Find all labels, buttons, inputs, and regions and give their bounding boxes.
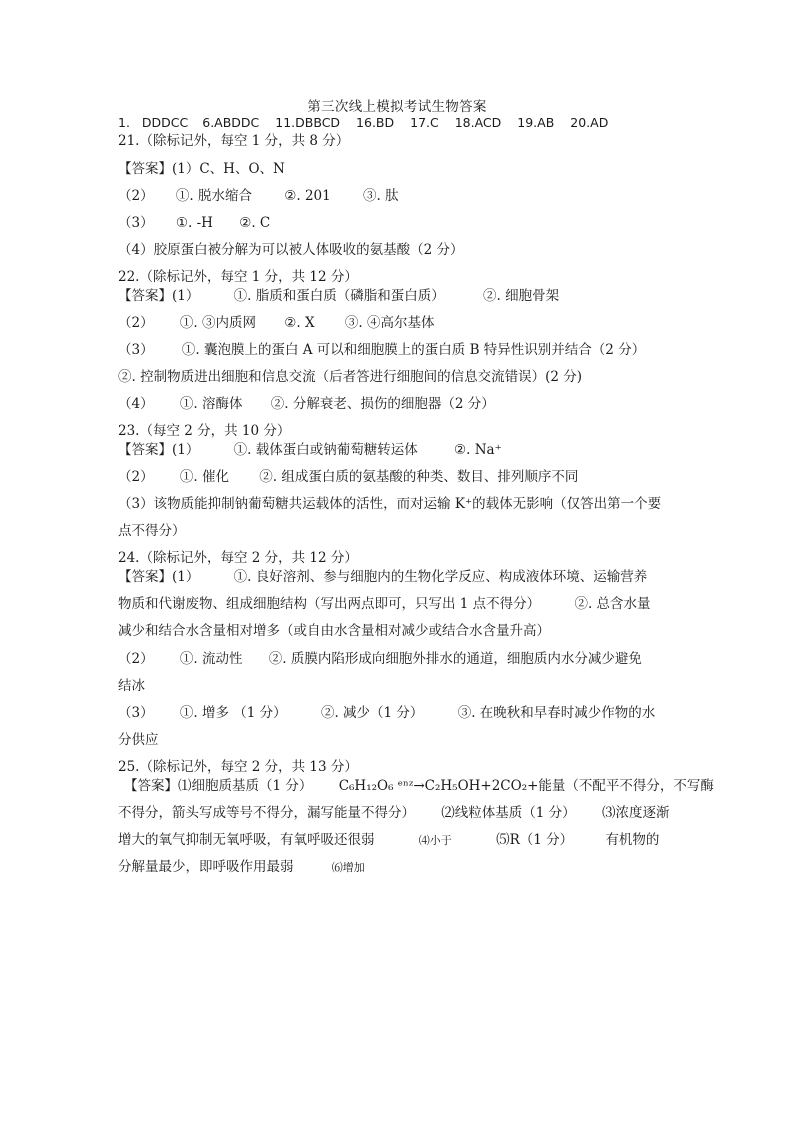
answer-blank: ①. 载体蛋白或钠葡萄糖转运体 xyxy=(233,442,418,458)
q25-answer-line-4 xyxy=(118,858,365,877)
mc-answer-17: 17.C xyxy=(410,115,439,130)
answer-blank: ①. 脱水缩合 xyxy=(175,188,252,204)
answer-blank: ①. ③内质网 xyxy=(179,315,256,331)
q24-heading: 24.（除标记外，每空 2 分，共 12 分） xyxy=(118,550,358,566)
answer-blank: ②. 分解衰老、损伤的细胞器（2 分） xyxy=(270,396,495,412)
q25-answer-line-2 xyxy=(118,804,669,822)
q21-answer-line-3 xyxy=(118,214,270,232)
mc-answer-19: 19.AB xyxy=(517,115,555,130)
mc-answer-18: 18.ACD xyxy=(454,115,502,130)
q21-answer-line-1: 【答案】(1）C、H、O、N xyxy=(118,161,285,177)
part-label: （3） xyxy=(118,215,154,231)
answer-text: 有机物的 xyxy=(605,832,660,848)
q24-answer-line-3: 减少和结合水含量相对增多（或自由水含量相对减少或结合水含量升高） xyxy=(118,623,550,639)
answer-blank: 【答案】⑴细胞质基质（1 分） xyxy=(124,778,313,794)
answer-blank: ⑶浓度逐渐 xyxy=(601,805,670,821)
answer-blank: ⑵线粒体基质（1 分） xyxy=(441,805,576,821)
mc-answer-6-10: 6.ABDDC xyxy=(202,115,260,130)
mc-answer-1-5: DDDCC xyxy=(141,115,189,130)
q22-answer-line-1 xyxy=(118,287,559,305)
q24-answer-line-1 xyxy=(118,568,647,586)
answer-blank: ③. 肽 xyxy=(363,188,399,204)
answer-blank: ②. 质膜内陷形成向细胞外排水的通道，细胞质内水分减少避免 xyxy=(268,651,642,667)
q21-answer-line-4: （4）胶原蛋白被分解为可以被人体吸收的氨基酸（2 分） xyxy=(118,242,464,258)
q25-heading: 25.（除标记外，每空 2 分，共 13 分） xyxy=(118,759,358,775)
answer-blank: ②. X xyxy=(284,315,315,331)
answer-blank: ③. ④高尔基体 xyxy=(344,315,435,331)
answer-blank: ⑷小于 xyxy=(418,834,452,847)
q21-answer-line-2 xyxy=(118,187,399,205)
answer-blank: ②. C xyxy=(239,215,271,231)
q21-heading: 21.（除标记外，每空 1 分，共 8 分） xyxy=(118,133,350,149)
part-label: 【答案】(1） xyxy=(118,569,200,585)
mc-answer-11-15: 11.DBBCD xyxy=(275,115,341,130)
mc-answer-16: 16.BD xyxy=(356,115,395,130)
mc-num: 1. xyxy=(118,115,130,130)
answer-blank: ①. 良好溶剂、参与细胞内的生物化学反应、构成液体环境、运输营养 xyxy=(233,569,648,585)
q24-answer-line-4 xyxy=(118,650,642,668)
answer-blank: ①. 脂质和蛋白质（磷脂和蛋白质） xyxy=(233,288,445,304)
answer-text: 物质和代谢废物、组成细胞结构（写出两点即可，只写出 1 点不得分） xyxy=(118,596,541,612)
answer-blank: ①. 溶酶体 xyxy=(179,396,243,412)
q24-answer-line-7: 分供应 xyxy=(118,732,159,748)
part-label: 【答案】(1） xyxy=(118,442,200,458)
q25-answer-line-3 xyxy=(118,831,659,850)
answer-blank: ②. 201 xyxy=(284,188,331,204)
q22-answer-line-3 xyxy=(118,341,645,359)
answer-blank: ①. -H xyxy=(175,215,213,231)
q25-answer-line-1 xyxy=(124,777,714,795)
mc-answer-20: 20.AD xyxy=(570,115,609,130)
q23-answer-line-4: 点不得分） xyxy=(118,523,186,539)
q23-answer-line-2 xyxy=(118,468,578,486)
part-label: 【答案】(1） xyxy=(118,288,200,304)
q24-answer-line-2 xyxy=(118,595,651,613)
part-label: （3） xyxy=(118,705,154,721)
q23-heading: 23.（每空 2 分，共 10 分） xyxy=(118,423,291,439)
answer-blank: ②. 减少（1 分） xyxy=(320,705,424,721)
answer-blank: ②. Na⁺ xyxy=(454,442,502,458)
answer-text: 分解量最少，即呼吸作用最弱 xyxy=(118,859,294,875)
answer-blank: ②. 总含水量 xyxy=(574,596,651,612)
answer-blank: ⑸R（1 分） xyxy=(496,832,574,848)
document-title: 第三次线上模拟考试生物答案 xyxy=(307,99,487,115)
part-label: （3） xyxy=(118,342,154,358)
part-label: （2） xyxy=(118,315,154,331)
answer-blank: ③. 在晚秋和早春时减少作物的水 xyxy=(457,705,656,721)
part-label: （4） xyxy=(118,396,154,412)
part-label: （2） xyxy=(118,469,154,485)
q22-heading: 22.（除标记外，每空 1 分，共 12 分） xyxy=(118,269,358,285)
answer-text: 不得分，箭头写成等号不得分，漏写能量不得分） xyxy=(118,805,415,821)
answer-blank: ①. 囊泡膜上的蛋白 A 可以和细胞膜上的蛋白质 B 特异性识别并结合（2 分） xyxy=(181,342,646,358)
answer-blank: ①. 流动性 xyxy=(179,651,243,667)
answer-blank: ①. 催化 xyxy=(179,469,229,485)
answer-blank: ②. 细胞骨架 xyxy=(483,288,560,304)
q23-answer-line-3: （3）该物质能抑制钠葡萄糖共运载体的活性，而对运输 K⁺的载体无影响（仅答出第一个要 xyxy=(118,496,662,512)
q22-answer-line-5 xyxy=(118,395,495,413)
q22-answer-line-4: ②. 控制物质进出细胞和信息交流（后者答进行细胞间的信息交流错误）(2 分) xyxy=(118,369,582,385)
q24-answer-line-6 xyxy=(118,704,655,722)
mc-answers-line xyxy=(118,114,608,132)
q22-answer-line-2 xyxy=(118,314,434,332)
reaction-equation: C₆H₁₂O₆ ᵉⁿᶻ→C₂H₅OH+2CO₂+能量（不配平不得分，不写酶 xyxy=(338,778,714,794)
q23-answer-line-1 xyxy=(118,441,502,459)
answer-text: 增大的氧气抑制无氧呼吸，有氧呼吸还很弱 xyxy=(118,832,375,848)
answer-blank: ①. 增多 （1 分） xyxy=(179,705,287,721)
part-label: （2） xyxy=(118,651,154,667)
answer-blank: ②. 组成蛋白质的氨基酸的种类、数目、排列顺序不同 xyxy=(259,469,579,485)
answer-blank: ⑹增加 xyxy=(331,861,365,874)
part-label: （2） xyxy=(118,188,154,204)
q24-answer-line-5: 结冰 xyxy=(118,678,145,694)
